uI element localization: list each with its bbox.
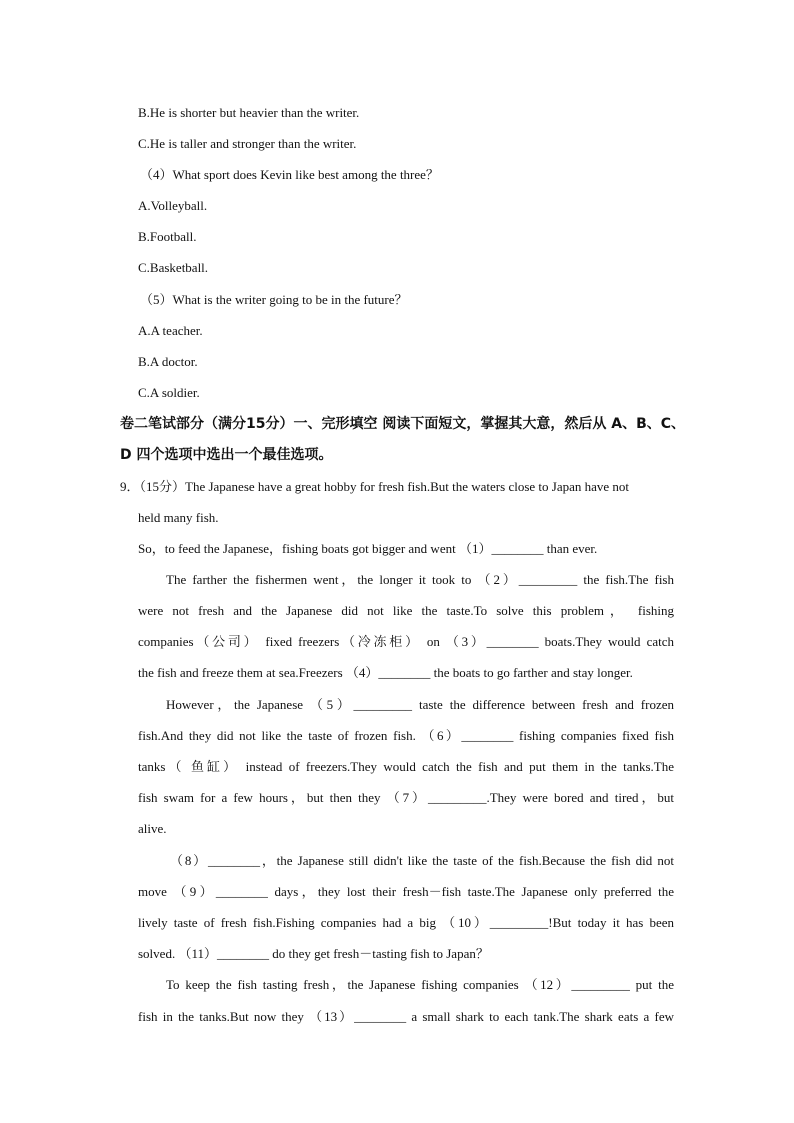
- option-5b: B.A doctor.: [138, 354, 198, 369]
- paragraph-3-line3: tanks（ 鱼缸） instead of freezers.They would catch the fish and put them in the tanks.The: [138, 759, 674, 774]
- option-3c: C.He is taller and stronger than the writer.: [138, 136, 357, 151]
- paragraph-4-line4: solved. （11）________ do they get fresh－tasting fish to Japan？: [138, 946, 489, 961]
- paragraph-3-line5: alive.: [138, 821, 167, 836]
- option-4c: C.Basketball.: [138, 260, 209, 275]
- option-3b: B.He is shorter but heavier than the writer.: [138, 105, 360, 120]
- paragraph-2-line4: the fish and freeze them at sea.Freezers （4）________ the boats to go farther and stay longer.: [138, 665, 633, 680]
- option-4a: A.Volleyball.: [138, 198, 208, 213]
- paragraph-1: So，to feed the Japanese，fishing boats got bigger and went （1）________ than ever.: [138, 541, 598, 556]
- paragraph-5-line2: fish in the tanks.But now they （13）________ a small shark to each tank.The shark eats a few: [138, 1009, 674, 1024]
- option-4b: B.Football.: [138, 229, 197, 244]
- question-9-line1: 9．（15分）The Japanese have a great hobby for fresh fish.But the waters close to Japan have not: [120, 479, 630, 494]
- paragraph-3-line1: However，the Japanese （5）_________ taste the difference between fresh and frozen: [166, 697, 674, 712]
- option-5c: C.A soldier.: [138, 385, 200, 400]
- section-heading-line2: D 四个选项中选出一个最佳选项。: [120, 447, 333, 463]
- question-9-line2: held many fish.: [138, 510, 219, 525]
- section-heading-line1: 卷二笔试部分（满分15分）一、完形填空 阅读下面短文，掌握其大意，然后从 A、B、C、: [120, 416, 686, 432]
- option-5a: A.A teacher.: [138, 323, 203, 338]
- question-4-stem: （4）What sport does Kevin like best among the three？: [140, 167, 439, 182]
- paragraph-5-line1: To keep the fish tasting fresh，the Japanese fishing companies （12）_________ put the: [166, 977, 674, 992]
- paragraph-4-line1: （8）________，the Japanese still didn't like the taste of the fish.Because the fish did not: [170, 853, 674, 868]
- paragraph-4-line3: lively taste of fresh fish.Fishing companies had a big （10）_________!But today it has been: [138, 915, 674, 930]
- question-5-stem: （5）What is the writer going to be in the future？: [140, 292, 408, 307]
- paragraph-4-line2: move （9）________ days，they lost their fresh－fish taste.The Japanese only preferred the: [138, 884, 674, 899]
- paragraph-3-line2: fish.And they did not like the taste of frozen fish. （6）________ fishing companies fixed fish: [138, 728, 674, 743]
- paragraph-3-line4: fish swam for a few hours，but then they （7）_________.They were bored and tired，but: [138, 790, 674, 805]
- paragraph-2-line1: The farther the fishermen went，the longer it took to （2）_________ the fish.The fish: [166, 572, 674, 587]
- paragraph-2-line2: were not fresh and the Japanese did not like the taste.To solve this problem， fishing: [138, 603, 674, 618]
- paragraph-2-line3: companies（公司） fixed freezers（冷冻柜） on （3）________ boats.They would catch: [138, 634, 674, 649]
